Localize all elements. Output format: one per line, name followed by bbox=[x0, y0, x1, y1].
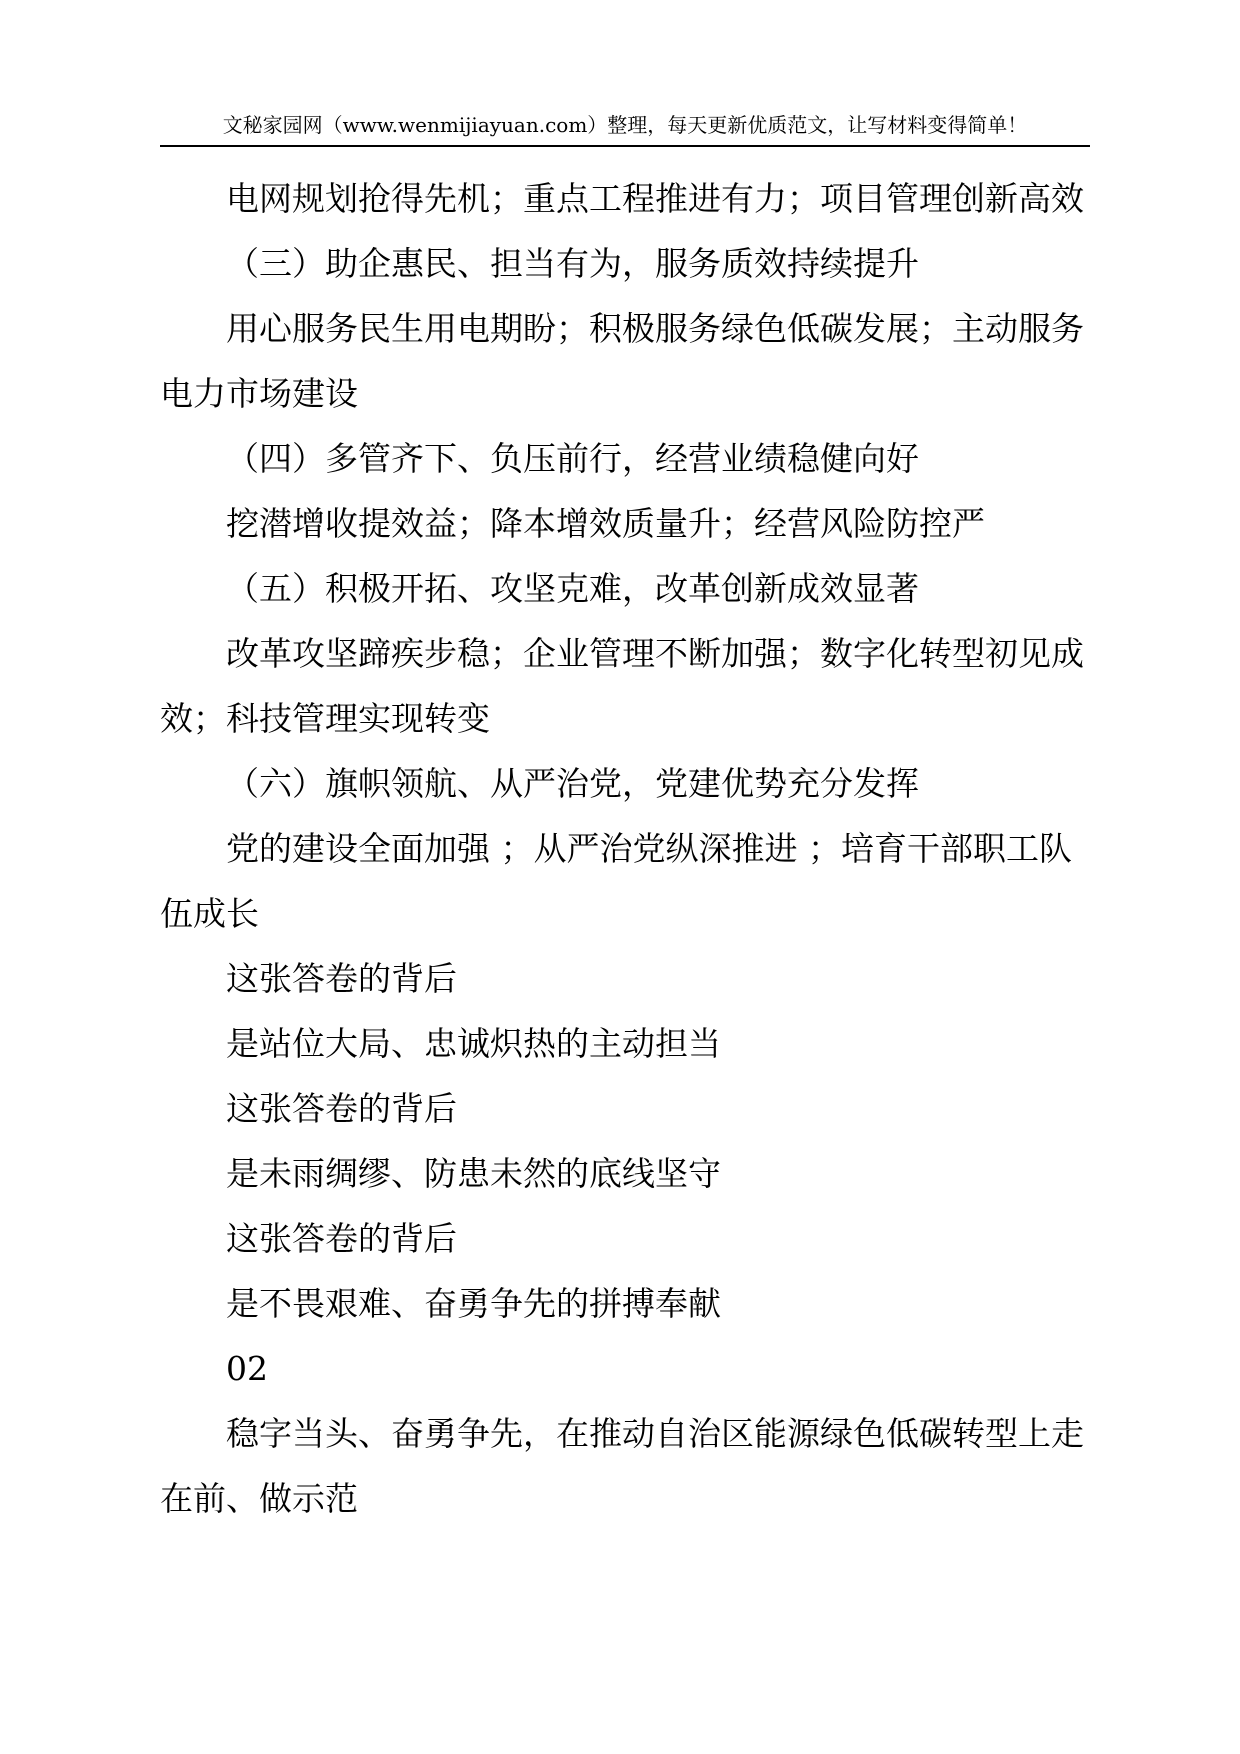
paragraph: 这张答卷的背后 bbox=[226, 1219, 457, 1258]
paragraph: 用心服务民生用电期盼；积极服务绿色低碳发展；主动服务电力市场建设 bbox=[160, 309, 1084, 413]
section-heading: 稳字当头、奋勇争先，在推动自治区能源绿色低碳转型上走在前、做示范 bbox=[160, 1414, 1084, 1518]
paragraph: 是站位大局、忠诚炽热的主动担当 bbox=[226, 1024, 721, 1063]
paragraph: 是未雨绸缪、防患未然的底线坚守 bbox=[226, 1154, 721, 1193]
section-heading: （三）助企惠民、担当有为，服务质效持续提升 bbox=[226, 244, 919, 283]
paragraph: 是不畏艰难、奋勇争先的拼搏奉献 bbox=[226, 1284, 721, 1323]
paragraph: 挖潜增收提效益；降本增效质量升；经营风险防控严 bbox=[226, 504, 985, 543]
page-header: 文秘家园网（www.wenmijiayuan.com）整理，每天更新优质范文，让写材料变得简单！ bbox=[222, 113, 1028, 137]
section-heading: （四）多管齐下、负压前行，经营业绩稳健向好 bbox=[226, 439, 919, 478]
paragraph: 这张答卷的背后 bbox=[226, 1089, 457, 1128]
paragraph: 改革攻坚蹄疾步稳；企业管理不断加强；数字化转型初见成效；科技管理实现转变 bbox=[160, 634, 1084, 738]
section-heading: （五）积极开拓、攻坚克难，改革创新成效显著 bbox=[226, 569, 919, 608]
section-heading: （六）旗帜领航、从严治党，党建优势充分发挥 bbox=[226, 764, 919, 803]
paragraph: 电网规划抢得先机；重点工程推进有力；项目管理创新高效 bbox=[226, 179, 1084, 218]
header-divider bbox=[160, 145, 1090, 147]
document-body bbox=[160, 166, 1090, 1531]
paragraph: 党的建设全面加强 ；从严治党纵深推进 ；培育干部职工队伍成长 bbox=[160, 829, 1072, 933]
section-number: 02 bbox=[226, 1349, 268, 1388]
paragraph: 这张答卷的背后 bbox=[226, 959, 457, 998]
